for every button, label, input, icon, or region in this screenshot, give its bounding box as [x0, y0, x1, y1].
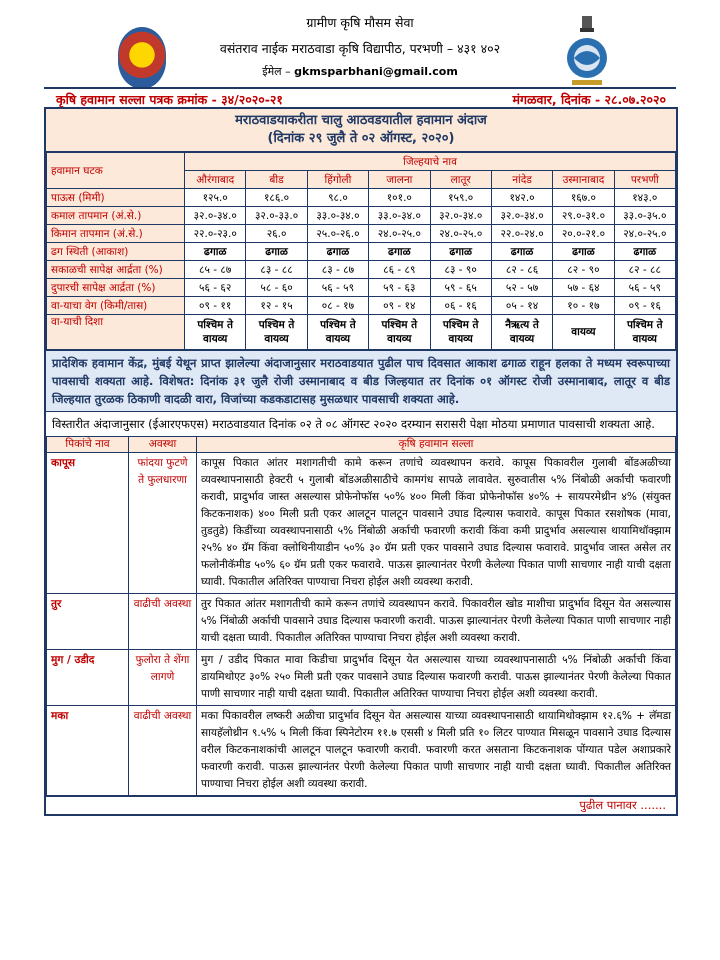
cell: ०५ - १४: [491, 297, 552, 315]
forecast-table: [46, 152, 676, 350]
district-name: परभणी: [614, 171, 675, 189]
cell: ढगाळ: [185, 243, 246, 261]
crop-name: कापूस: [47, 453, 129, 594]
crop-name: मका: [47, 706, 129, 796]
cell: पश्चिम ते वायव्य: [246, 315, 307, 350]
morning-rh-row: [47, 261, 676, 279]
cell: ८३ - ९०: [430, 261, 491, 279]
bulletin-frame: [44, 107, 678, 816]
cell: ५९ - ६३: [369, 279, 430, 297]
cell: २४.०-२५.०: [369, 225, 430, 243]
row-label: कमाल तापमान (अं.से.): [47, 207, 185, 225]
cell: १० - १७: [553, 297, 614, 315]
cell: ढगाळ: [307, 243, 368, 261]
advice-text: मुग / उडीद पिकात मावा किडीचा प्रादुर्भाव दिसून येत असल्यास याच्या व्यवस्थापनासाठी ५% निंबोळी अर्काची किंवा डायमिथोएट ३०% २५० मिली प्रती एकर पावसाने उघाड दिल्यास फवारणी करावी. पाऊस झाल्यानंतर पेरणी केलेल्या पिकात पाणी साचणार नाही याची दक्षता घ्यावी. पिकातील अतिरिक्त पाण्याचा निचरा होईल अशी व्यवस्था करावी.: [197, 650, 676, 706]
cell: ५६ - ५९: [614, 279, 675, 297]
cell: ८२ - ९०: [553, 261, 614, 279]
row-label: वा-याची दिशा: [47, 315, 185, 350]
cloud-row: [47, 243, 676, 261]
cell: ३३.०-३४.०: [369, 207, 430, 225]
cell: ढगाळ: [553, 243, 614, 261]
cell: ८३ - ८८: [246, 261, 307, 279]
cell: २४.०-२५.०: [430, 225, 491, 243]
cell: २०.०-२१.०: [553, 225, 614, 243]
university-name: वसंतराव नाईक मराठवाडा कृषि विद्यापीठ, परभणी – ४३१ ४०२: [219, 41, 501, 56]
cell: २२.०-२४.०: [491, 225, 552, 243]
advice-text: कापूस पिकात आंतर मशागतीची कामे करून तणांचे व्यवस्थापन करावे. कापूस पिकावरील गुलाबी बोंडअळीच्या व्यवस्थापनासाठी हेक्टरी ५ गुलाबी बोंडअळीसाठीचे कामगंध सापळे लावावेत. सुरुवातीस ५% निंबोळी अर्काची फवारणी करावी, प्रादुर्भाव जास्त असल्यास प्रोफेनोफॉस ५०% ४०० मिली किंवा प्रोफेनोफॉस ४०% + सायपरमेथ्रीन ४% (संयुक्त किटकनाशक) ४०० मिली प्रती एकर आलटून पालटून पावसाने उघाड दिल्यास फवारावे. कापूस पिकात रसशोषक (मावा, तुडतुडे) किडींच्या व्यवस्थापनासाठी ५% निंबोळी अर्काची फवारणी करावी किंवा कमी प्रादुर्भाव असल्यास थायामिथॉक्झाम २५% ४० ग्रॅम किंवा क्लोथिनीयाडीन ५०% ३० ग्रॅम प्रती एकर पावसाने उघाड दिल्यास फवारावे. प्रादुर्भाव जास्त असेल तर फलोनीकॅमीड ५०% ६० ग्रॅम प्रती एकर फवारावे. पाऊस झाल्यानंतर पेरणी केलेल्या पिकात पाणी साचणार नाही याची दक्षता घ्यावी. पिकातील अतिरिक्त पाण्याचा निचरा होईल अशी व्यवस्था करावी.: [197, 453, 676, 594]
cell: ०९ - १६: [614, 297, 675, 315]
crop-name: तुर: [47, 594, 129, 650]
cell: ५७ - ६४: [553, 279, 614, 297]
email-address: gkmsparbhani@gmail.com: [294, 65, 458, 78]
extended-forecast: विस्तारीत अंदाजानुसार (ईआरएफएस) मराठवाडयात दिनांक ०२ ते ०८ ऑगस्ट २०२० दरम्यान सरासरी पेक्षा मोठया प्रमाणात पावसाची शक्यता आहे.: [46, 411, 676, 436]
continued-note: पुढील पानावर .......: [46, 796, 676, 814]
row-label: किमान तापमान (अं.से.): [47, 225, 185, 243]
cell: ३२.०-३४.०: [491, 207, 552, 225]
cell: पश्चिम ते वायव्य: [430, 315, 491, 350]
rainfall-row: [47, 189, 676, 207]
bulletin-date: मंगळवार, दिनांक - २८.०७.२०२०: [512, 92, 666, 107]
cell: ८५ - ८७: [185, 261, 246, 279]
cell: १५९.०: [430, 189, 491, 207]
cell: ढगाळ: [614, 243, 675, 261]
org-name: ग्रामीण कृषि मौसम सेवा: [306, 15, 414, 30]
advisory-table: [46, 436, 676, 796]
cell: १४२.०: [491, 189, 552, 207]
cell: पश्चिम ते वायव्य: [185, 315, 246, 350]
row-label: दुपारची सापेक्ष आर्द्रता (%): [47, 279, 185, 297]
min-temp-row: [47, 225, 676, 243]
cell: पश्चिम ते वायव्य: [369, 315, 430, 350]
cell: ८२ - ८८: [614, 261, 675, 279]
advisory-row-maize: [47, 706, 676, 796]
cell: पश्चिम ते वायव्य: [307, 315, 368, 350]
cell: नैऋत्य ते वायव्य: [491, 315, 552, 350]
cell: १२५.०: [185, 189, 246, 207]
forecast-period: (दिनांक २९ जुलै ते ०२ ऑगस्ट, २०२०): [267, 131, 455, 146]
forecast-header-row: [47, 153, 676, 171]
crop-name: मुग / उडीद: [47, 650, 129, 706]
cell: ३२.०-३४.०: [185, 207, 246, 225]
max-temp-row: [47, 207, 676, 225]
district-name: जालना: [369, 171, 430, 189]
cell: ९८.०: [307, 189, 368, 207]
advice-header: कृषि हवामान सल्ला: [197, 437, 676, 453]
wind-speed-row: [47, 297, 676, 315]
crop-stage: फांदया फुटणे ते फुलधारणा: [129, 453, 197, 594]
district-name: बीड: [246, 171, 307, 189]
advice-text: तुर पिकात आंतर मशागतीची कामे करून तणांचे व्यवस्थापन करावे. पिकावरील खोड माशीचा प्रादुर्भाव दिसून येत असल्यास ५% निंबोळी अर्काची पावसाने उघाड दिल्यास फवारणी करावी. पाऊस झाल्यानंतर पेरणी केलेल्या पिकात पाणी साचणार नाही याची दक्षता घ्यावी. पिकातील अतिरिक्त पाण्याचा निचरा होईल अशी व्यवस्था करावी.: [197, 594, 676, 650]
cell: ५८ - ६०: [246, 279, 307, 297]
cell: ५९ - ६५: [430, 279, 491, 297]
cell: ५६ - ६२: [185, 279, 246, 297]
header-rule: [44, 87, 676, 89]
cell: ढगाळ: [430, 243, 491, 261]
cell: ०८ - १७: [307, 297, 368, 315]
stage-header: अवस्था: [129, 437, 197, 453]
cell: ३३.०-३४.०: [307, 207, 368, 225]
district-name: औरंगाबाद: [185, 171, 246, 189]
forecast-heading: [46, 109, 676, 152]
cell: १६७.०: [553, 189, 614, 207]
cell: ३३.०-३५.०: [614, 207, 675, 225]
cell: ३२.०-३४.०: [430, 207, 491, 225]
district-header: जिल्हयाचे नाव: [185, 153, 676, 171]
crop-stage: वाढीची अवस्था: [129, 706, 197, 796]
district-name: हिंगोली: [307, 171, 368, 189]
cell: ०९ - ११: [185, 297, 246, 315]
cell: १८६.०: [246, 189, 307, 207]
crop-stage: वाढीची अवस्था: [129, 594, 197, 650]
advisory-row-mung: [47, 650, 676, 706]
cell: ५६ - ५९: [307, 279, 368, 297]
advisory-header-row: [47, 437, 676, 453]
cell: ०६ - १६: [430, 297, 491, 315]
advice-text: मका पिकावरील लष्करी अळीचा प्रादुर्भाव दिसून येत असल्यास याच्या व्यवस्थापनासाठी थायामिथोक्झाम १२.६% + लॅमडा सायहॅलोथ्रीन ९.५% ५ मिली किंवा स्पिनेटोरम ११.७ एससी ४ मिली प्रति १० लिटर पाण्यात मिसळून पावसाने उघाड दिल्यास वरील किटकनाशकांची आलटून पालटून फवारणी करावी. फवारणी करत असताना किटकनाशक पोंग्यात पडेल अशाप्रकारे फवारणी करावी. पाऊस झाल्यानंतर पेरणी केलेल्या पिकात पाणी साचणार नाही याची दक्षता घ्यावी. पिकातील अतिरिक्त पाण्याचा निचरा होईल अशी व्यवस्था करावी.: [197, 706, 676, 796]
param-header: हवामान घटक: [47, 153, 185, 189]
cell: १२ - १५: [246, 297, 307, 315]
cell: वायव्य: [553, 315, 614, 350]
cell: ०९ - १४: [369, 297, 430, 315]
cell: ८३ - ८७: [307, 261, 368, 279]
cell: ८२ - ८६: [491, 261, 552, 279]
bulletin-number: कृषि हवामान सल्ला पत्रक क्रमांक - ३४/२०२०-२१: [56, 92, 283, 107]
crop-header: पिकांचे नाव: [47, 437, 129, 453]
cell: ढगाळ: [369, 243, 430, 261]
advisory-row-tur: [47, 594, 676, 650]
cell: २५.०-२६.०: [307, 225, 368, 243]
cell: ढगाळ: [491, 243, 552, 261]
cell: २४.०-२५.०: [614, 225, 675, 243]
cell: २९.०-३१.०: [553, 207, 614, 225]
row-label: पाऊस (मिमी): [47, 189, 185, 207]
university-logo: [118, 27, 166, 89]
cell: २२.०-२३.०: [185, 225, 246, 243]
row-label: ढग स्थिती (आकाश): [47, 243, 185, 261]
email-line: [0, 64, 720, 79]
forecast-title: मराठवाडयाकरीता चालु आठवडयातील हवामान अंदाज: [235, 113, 487, 128]
crop-stage: फुलोरा ते शेंगा लागणे: [129, 650, 197, 706]
cell: ३२.०-३३.०: [246, 207, 307, 225]
district-name: लातूर: [430, 171, 491, 189]
row-label: वा-याचा वेग (किमी/तास): [47, 297, 185, 315]
cell: पश्चिम ते वायव्य: [614, 315, 675, 350]
cell: ५२ - ५७: [491, 279, 552, 297]
cell: ८६ - ८९: [369, 261, 430, 279]
forecast-summary: प्रादेशिक हवामान केंद्र, मुंबई येथून प्राप्त झालेल्या अंदाजानुसार मराठवाडयात पुढील पाच दिवसात आकाश ढगाळ राहून हलका ते मध्यम स्वरूपाच्या पावसाची शक्यता आहे. विशेषत: दिनांक ३१ जुलै रोजी उस्मानाबाद व बीड जिल्हयात तर दिनांक ०१ ऑगस्ट रोजी उस्मानाबाद, लातूर व बीड जिल्हयात तुरळक ठिकाणी वादळी वारा, विजांच्या कडकडाटासह मुसळधार पावसाची शक्यता आहे.: [46, 350, 676, 411]
district-name: नांदेड: [491, 171, 552, 189]
cell: १४३.०: [614, 189, 675, 207]
email-label: ईमेल –: [262, 65, 291, 78]
advisory-row-cotton: [47, 453, 676, 594]
wind-direction-row: [47, 315, 676, 350]
cell: २६.०: [246, 225, 307, 243]
cell: ढगाळ: [246, 243, 307, 261]
row-label: सकाळची सापेक्ष आर्द्रता (%): [47, 261, 185, 279]
cell: १०१.०: [369, 189, 430, 207]
district-name: उस्मानाबाद: [553, 171, 614, 189]
afternoon-rh-row: [47, 279, 676, 297]
